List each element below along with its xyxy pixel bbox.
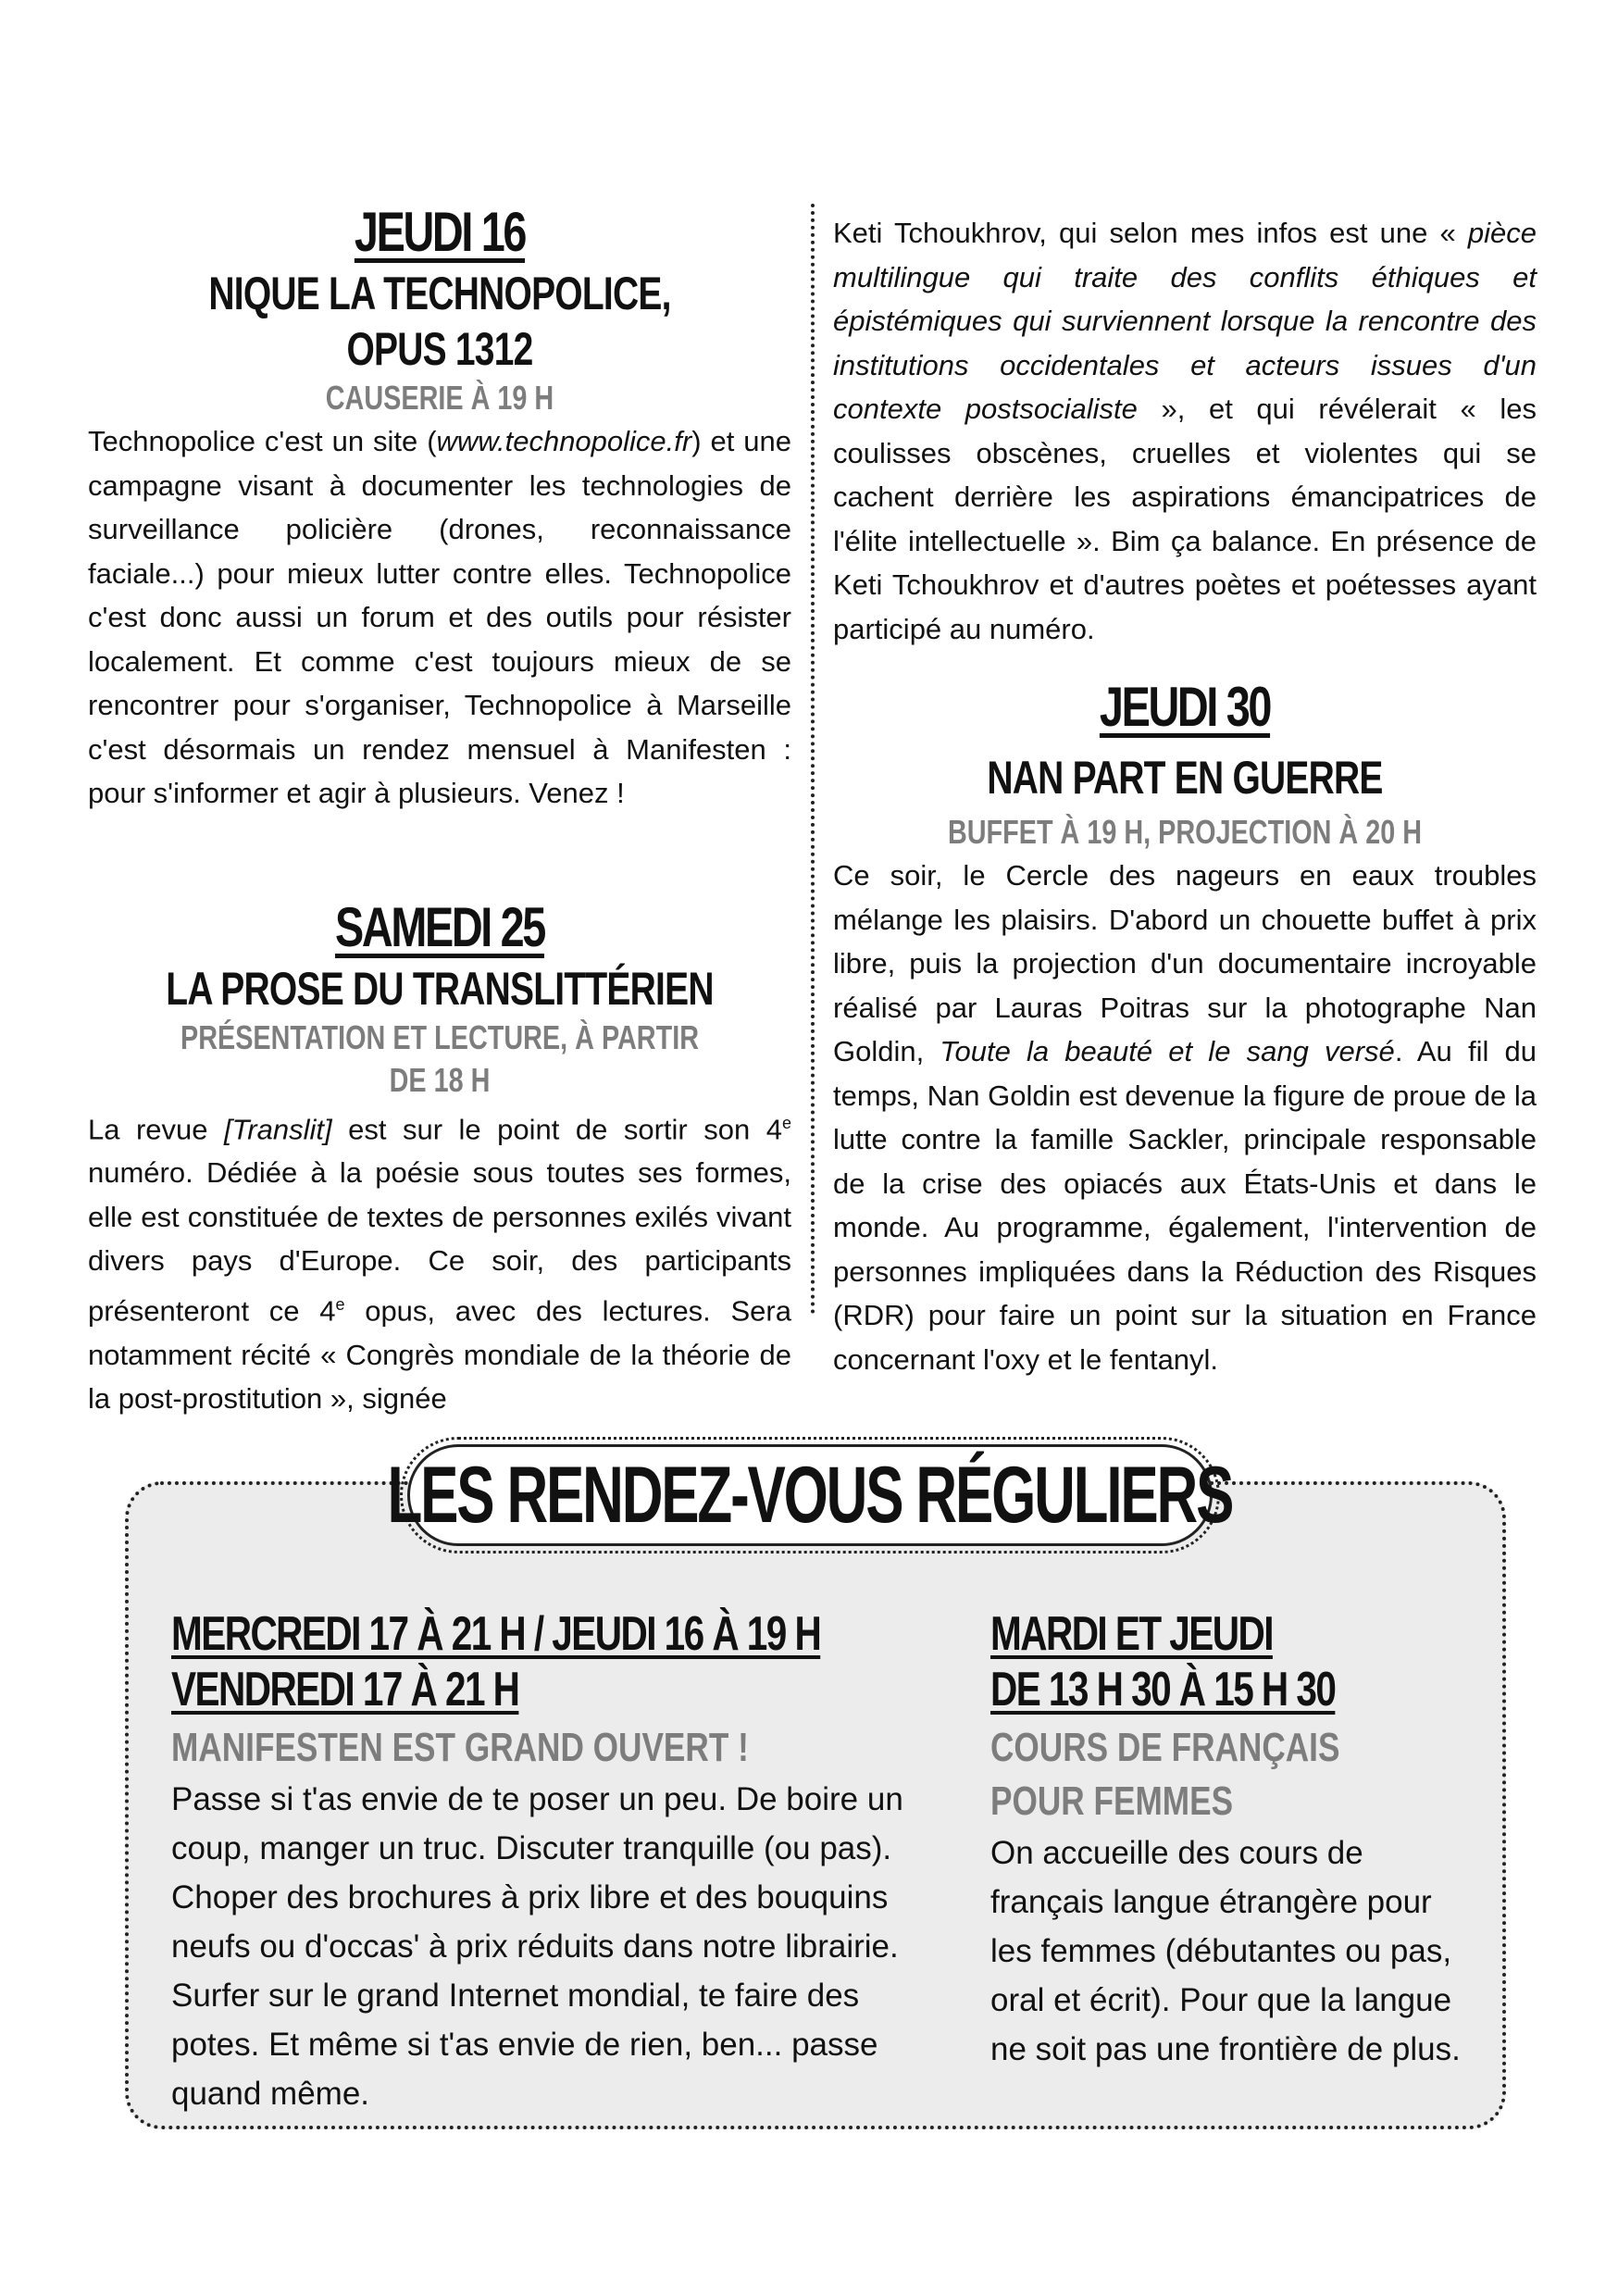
event-subtitle: BUFFET À 19 H, PROJECTION À 20 H <box>947 813 1423 851</box>
schedule-line: MERCREDI 17 À 21 H / JEUDI 16 À 19 H <box>171 1607 821 1661</box>
website-link[interactable]: www.technopolice.fr <box>436 425 692 457</box>
quote-italic: pièce multilingue qui traite des conflits éthiques et épistémiques qui surviennent lorsque la rencontre des institutions occidentales et acteurs issues d'un contexte postsocialiste <box>833 217 1537 425</box>
film-title: Toute la beauté et le sang versé <box>940 1035 1395 1067</box>
schedule-line: VENDREDI 17 À 21 H <box>171 1663 519 1716</box>
schedule-line: MARDI ET JEUDI <box>990 1607 1273 1661</box>
superscript: e <box>781 1113 791 1132</box>
regular-subtitle: COURS DE FRANÇAIS <box>990 1725 1340 1770</box>
event-body <box>88 1102 791 1421</box>
body-text: est sur le point de sortir son 4 <box>331 1112 782 1145</box>
right-column <box>833 211 1537 1381</box>
body-text: », et qui révélerait « les coulisses obscènes, cruelles et violentes qui se cachent derrière les aspirations émancipatrices de l'élite intellectuelle ». Bim ça balance. En présence de Keti Tchoukhrov et d'autres poètes et poétesses ayant participé au numéro. <box>833 393 1537 645</box>
body-text: opus, avec des lectures. Sera notamment récité « Congrès mondiale de la théorie de la post-prostitution », signée <box>88 1294 791 1416</box>
regular-body: Passe si t'as envie de te poser un peu. De boire un coup, manger un truc. Discuter tranquille (ou pas). Choper des brochures à prix libre et des bouquins neufs ou d'occas' à prix réduits dans notre librairie. Surfer sur le grand Internet mondial, te faire des potes. Et même si t'as envie de rien, ben... passe quand même. <box>171 1781 903 2112</box>
left-column <box>88 199 791 1421</box>
regular-events-heading <box>387 1444 1233 1546</box>
body-text: numéro. Dédiée à la poésie sous toutes ses formes, elle est constituée de textes de personnes exilés vivant divers pays d'Europe. Ce soir, des participants présenteront ce 4 <box>88 1156 791 1328</box>
body-text: La revue <box>88 1112 225 1145</box>
event-title: NIQUE LA TECHNOPOLICE, OPUS 1312 <box>208 268 671 375</box>
event-day: SAMEDI 25 <box>334 895 545 958</box>
body-text: ) et une campagne visant à documenter les technologies de surveillance policière (drones, reconnaissance faciale...) pour mieux lutter contre elles. Technopolice c'est donc aussi un forum et des outils pour résister localement. Et comme c'est toujours mieux de se rencontrer pour s'organiser, Technopolice à Marseille c'est désormais un rendez mensuel à Manifesten : pour s'informer et agir à plusieurs. Venez ! <box>88 425 791 809</box>
heading-text: LES RENDEZ-VOUS RÉGULIERS <box>387 1450 1233 1540</box>
body-text: Keti Tchoukhrov, qui selon mes infos est une « <box>833 217 1468 249</box>
event-day: JEUDI 30 <box>1099 676 1271 738</box>
column-separator <box>811 204 815 1315</box>
event-samedi-25 <box>88 894 791 1421</box>
body-text: Technopolice c'est un site ( <box>88 425 437 457</box>
event-day: JEUDI 16 <box>354 201 526 263</box>
regular-subtitle: MANIFESTEN EST GRAND OUVERT ! <box>171 1725 749 1770</box>
regular-subtitle: POUR FEMMES <box>990 1778 1234 1824</box>
event-title: LA PROSE DU TRANSLITTÉRIEN <box>166 962 714 1015</box>
review-title: [Translit] <box>224 1112 332 1145</box>
event-body <box>88 419 791 816</box>
event-jeudi-30 <box>833 674 1537 1381</box>
event-subtitle: CAUSERIE À 19 H <box>325 379 554 417</box>
schedule-line: DE 13 H 30 À 15 H 30 <box>990 1663 1336 1716</box>
event-jeudi-16 <box>88 199 791 816</box>
event-subtitle: PRÉSENTATION ET LECTURE, À PARTIR DE 18 H <box>180 1017 700 1099</box>
event-body-continued <box>833 211 1537 651</box>
regular-open-house <box>171 1606 949 2118</box>
event-title: NAN PART EN GUERRE <box>987 752 1383 804</box>
superscript: e <box>335 1294 345 1314</box>
body-text: Ce soir, le Cercle des nageurs en eaux troubles mélange les plaisirs. D'abord un chouette buffet à prix libre, puis la projection d'un documentaire incroyable réalisé par Lauras Poitras sur la photographe Nan Goldin, <box>833 859 1537 1067</box>
regular-body: On accueille des cours de français langue étrangère pour les femmes (débutantes ou pas, oral et écrit). Pour que la langue ne soit pas une frontière de plus. <box>990 1835 1461 2067</box>
body-text: . Au fil du temps, Nan Goldin est devenue la figure de proue de la lutte contre la famille Sackler, principale responsable de la crise des opiacés aux États-Unis et dans le monde. Au programme, également, l'intervention de personnes impliquées dans la Réduction des Risques (RDR) pour faire un point sur la situation en France concernant l'oxy et le fentanyl. <box>833 1035 1537 1376</box>
event-body <box>833 854 1537 1381</box>
regular-french-course <box>990 1606 1472 2074</box>
